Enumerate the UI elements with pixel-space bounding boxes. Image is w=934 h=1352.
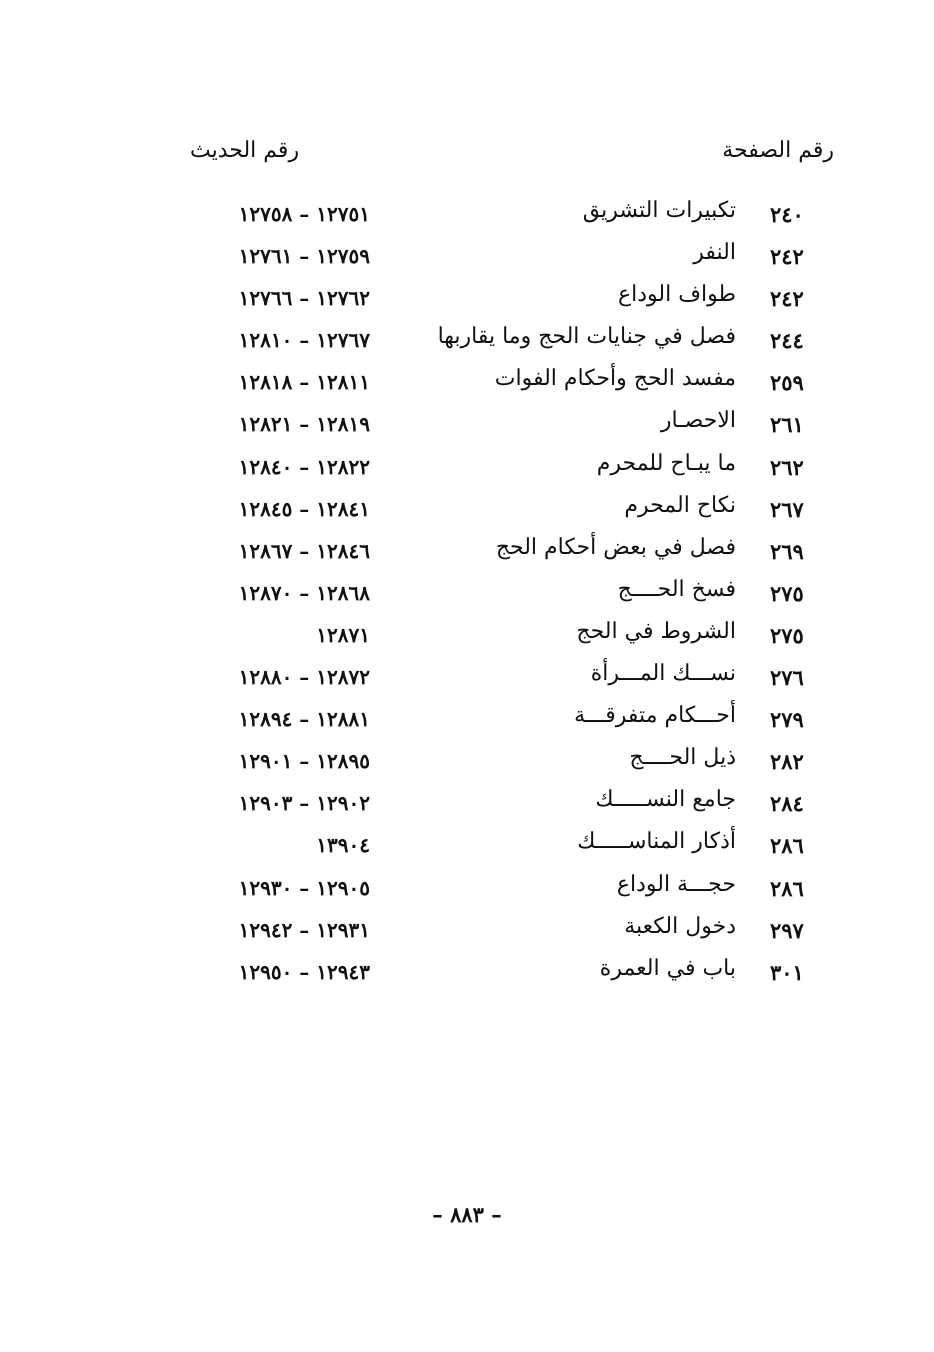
page-number-column-header: رقم الصفحة (722, 138, 834, 163)
row-chapter-title: فصل في جنايات الحج وما يقاربها (437, 324, 736, 350)
row-chapter-title: فسخ الحــــج (617, 576, 736, 602)
row-page-number: ٢٧٥ (770, 622, 804, 648)
table-row (0, 827, 934, 869)
row-chapter-title: فصل في بعض أحكام الحج (495, 534, 736, 560)
row-chapter-title: نكاح المحرم (624, 492, 736, 518)
row-page-number: ٢٥٩ (770, 370, 804, 396)
row-page-number: ٢٧٥ (770, 580, 804, 606)
row-page-number: ٢٤٤ (770, 328, 804, 354)
row-hadith-range: ١٢٨٧٢ – ١٢٨٨٠ (238, 665, 370, 690)
page-footer-number: – ٨٨٣ – (432, 1202, 502, 1227)
index-table (0, 196, 934, 996)
table-row (0, 617, 934, 659)
table-row (0, 449, 934, 491)
table-row (0, 280, 934, 322)
table-row (0, 743, 934, 785)
row-hadith-range: ١٢٨٩٥ – ١٢٩٠١ (238, 749, 370, 774)
row-chapter-title: مفسد الحج وأحكام الفوات (494, 366, 736, 392)
row-chapter-title: أذكار المناســـــك (577, 829, 736, 855)
row-hadith-range: ١٢٧٥١ – ١٢٧٥٨ (238, 202, 370, 226)
row-chapter-title: ذيل الحــــج (629, 745, 736, 771)
table-row (0, 785, 934, 827)
table-row (0, 575, 934, 617)
row-hadith-range: ١٢٧٥٩ – ١٢٧٦١ (238, 244, 370, 269)
row-hadith-range: ١٢٨٦٨ – ١٢٨٧٠ (238, 580, 370, 605)
row-hadith-range: ١٣٩٠٤ (316, 833, 370, 858)
row-chapter-title: ما يبـاح للمحرم (596, 450, 736, 476)
row-hadith-range: ١٢٨٧١ (316, 622, 370, 647)
row-chapter-title: الشروط في الحج (576, 618, 736, 644)
table-row (0, 364, 934, 406)
row-chapter-title: أحـــكام متفرقـــة (574, 703, 736, 729)
hadith-number-column-header: رقم الحديث (190, 138, 300, 163)
row-page-number: ٢٦٧ (770, 496, 804, 522)
row-hadith-range: ١٢٩٠٥ – ١٢٩٣٠ (238, 875, 370, 900)
row-hadith-range: ١٢٨١٩ – ١٢٨٢١ (238, 412, 370, 437)
row-page-number: ٢٧٦ (770, 665, 804, 691)
row-page-number: ٢٦٢ (770, 454, 804, 480)
table-row (0, 322, 934, 364)
row-hadith-range: ١٢٨٨١ – ١٢٨٩٤ (238, 707, 370, 732)
table-row (0, 912, 934, 954)
row-page-number: ٢٤٢ (770, 286, 804, 312)
table-row (0, 533, 934, 575)
row-chapter-title: جامع النســـــك (595, 787, 736, 813)
row-page-number: ٢٨٢ (770, 749, 804, 775)
row-page-number: ٣٠١ (770, 959, 804, 985)
row-chapter-title: تكبيرات التشريق (582, 198, 736, 223)
table-row (0, 659, 934, 701)
row-chapter-title: حجـــة الوداع (616, 871, 736, 897)
table-row (0, 870, 934, 912)
row-page-number: ٢٦٩ (770, 538, 804, 564)
table-row (0, 701, 934, 743)
table-row (0, 954, 934, 996)
row-hadith-range: ١٢٨١١ – ١٢٨١٨ (238, 370, 370, 395)
row-hadith-range: ١٢٨٤١ – ١٢٨٤٥ (238, 496, 370, 521)
row-chapter-title: دخول الكعبة (624, 913, 736, 939)
row-hadith-range: ١٢٧٦٢ – ١٢٧٦٦ (238, 286, 370, 311)
table-row (0, 196, 934, 238)
table-row (0, 491, 934, 533)
row-page-number: ٢٤٢ (770, 244, 804, 270)
row-chapter-title: نســـك المـــرأة (590, 661, 736, 687)
row-page-number: ٢٤٠ (770, 202, 804, 227)
row-chapter-title: الاحصـار (660, 408, 736, 434)
row-page-number: ٢٦١ (770, 412, 804, 438)
row-hadith-range: ١٢٨٢٢ – ١٢٨٤٠ (238, 454, 370, 479)
row-chapter-title: باب في العمرة (599, 955, 736, 981)
row-hadith-range: ١٢٩٤٣ – ١٢٩٥٠ (238, 959, 370, 984)
row-page-number: ٢٨٦ (770, 833, 804, 859)
table-row (0, 238, 934, 280)
row-hadith-range: ١٢٧٦٧ – ١٢٨١٠ (238, 328, 370, 353)
row-page-number: ٢٧٩ (770, 707, 804, 733)
row-page-number: ٢٨٤ (770, 791, 804, 817)
table-row (0, 406, 934, 448)
row-chapter-title: النفر (693, 240, 736, 266)
row-chapter-title: طواف الوداع (617, 282, 736, 308)
table-header (0, 138, 934, 178)
row-page-number: ٢٨٦ (770, 875, 804, 901)
row-hadith-range: ١٢٩٣١ – ١٢٩٤٢ (238, 917, 370, 942)
row-hadith-range: ١٢٩٠٢ – ١٢٩٠٣ (238, 791, 370, 816)
row-hadith-range: ١٢٨٤٦ – ١٢٨٦٧ (238, 538, 370, 563)
row-page-number: ٢٩٧ (770, 917, 804, 943)
